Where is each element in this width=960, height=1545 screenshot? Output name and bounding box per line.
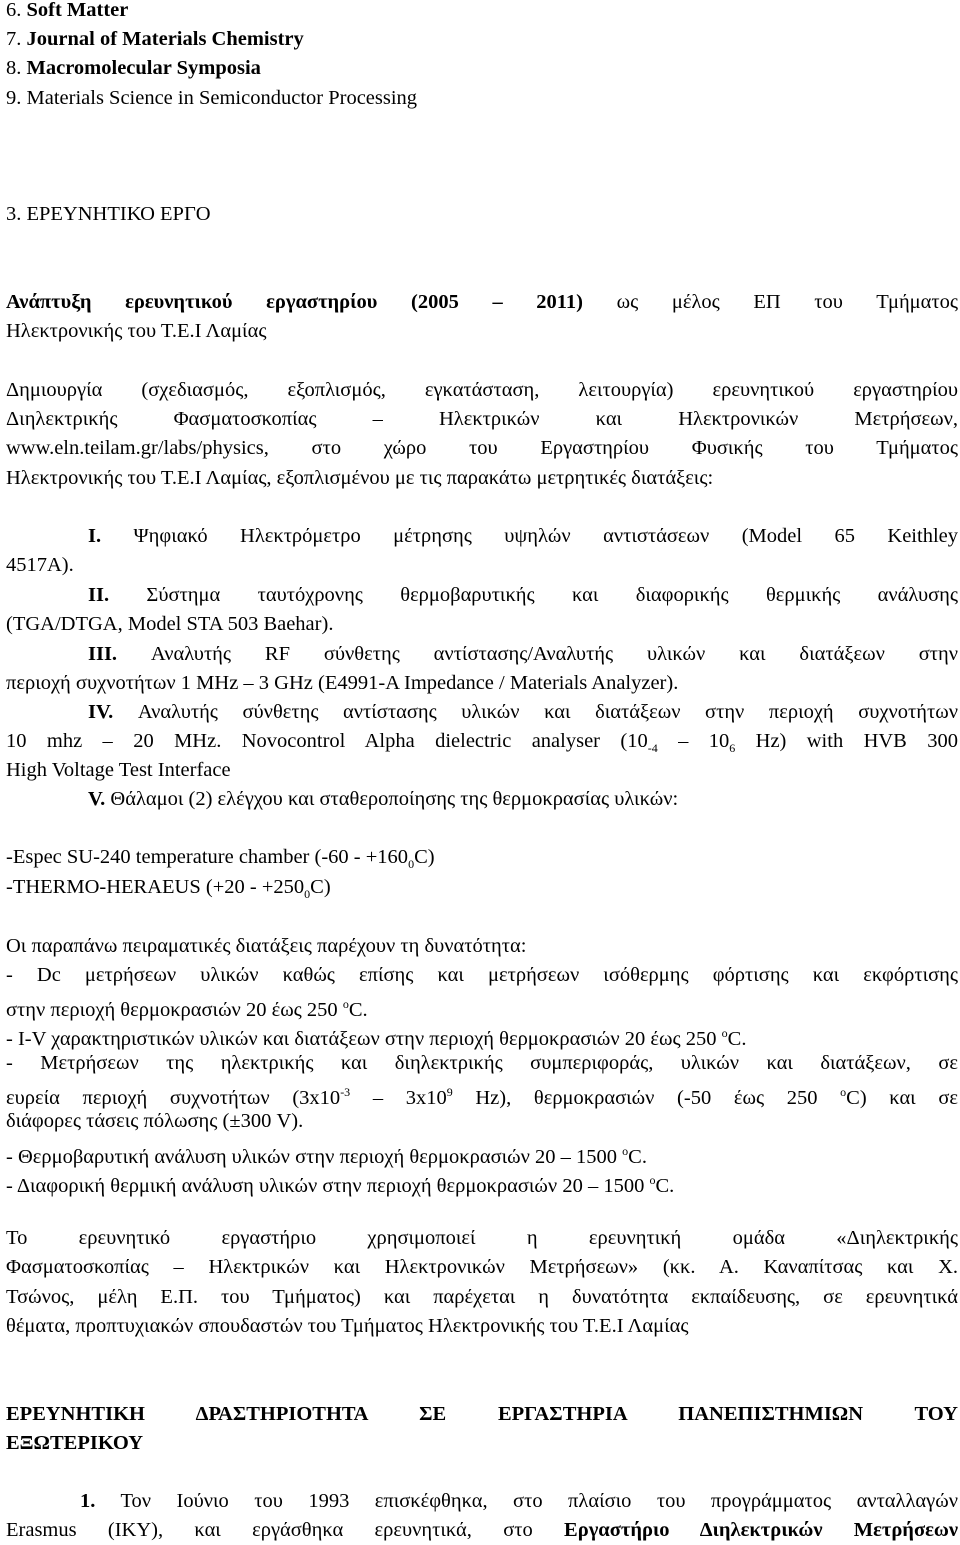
lab-heading: Ανάπτυξη ερευνητικού εργαστηρίου (2005 – 2011) ως μέλος ΕΠ του Τμήματος (6, 291, 959, 313)
section-title-cont: ΕΞΩΤΕΡΙΚΟΥ (6, 1432, 144, 1454)
equipment-item: IV. Αναλυτής σύνθετης αντίστασης υλικών και διατάξεων στην περιοχή συχνοτήτων (88, 701, 958, 723)
journal-title: Materials Science in Semiconductor Processing (26, 87, 418, 109)
foreign-paragraph: Erasmus (ΙΚΥ), και εργάσθηκα ερευνητικά, στο Εργαστήριο Διηλεκτρικών Μετρήσεων (6, 1519, 959, 1541)
equipment-item-cont: 4517A). (6, 554, 74, 576)
journal-item: 9. Materials Science in Semiconductor Processing (6, 87, 418, 109)
capability-item-cont: διάφορες τάσεις πόλωσης (±300 V). (6, 1110, 304, 1132)
equipment-item-cont: περιοχή συχνοτήτων 1 MHz – 3 GHz (E4991-A Impedance / Materials Analyzer). (6, 672, 679, 694)
section-title: 3. ΕΡΕΥΝΗΤΙΚΟ ΕΡΓΟ (6, 203, 211, 225)
capability-item: - Μετρήσεων της ηλεκτρικής και διηλεκτρικής συμπεριφοράς, υλικών και διατάξεων, σε (6, 1052, 958, 1074)
equipment-item: V. Θάλαμοι (2) ελέγχου και σταθεροποίησης της θερμοκρασίας υλικών: (88, 788, 679, 810)
lab-description: Ηλεκτρονικής του Τ.Ε.Ι Λαμίας, εξοπλισμένου με τις παρακάτω μετρητικές διατάξεις: (6, 467, 714, 489)
lab-heading-line2: Ηλεκτρονικής του Τ.Ε.Ι Λαμίας (6, 320, 267, 342)
journal-title: Soft Matter (26, 0, 129, 21)
capability-item: - I-V χαρακτηριστικών υλικών και διατάξεων στην περιοχή θερμοκρασιών 20 έως 250 $^o$C. (6, 1026, 747, 1050)
usage-paragraph: Το ερευνητικό εργαστήριο χρησιμοποιεί η ερευνητική ομάδα «Διηλεκτρικής (6, 1227, 958, 1249)
lab-description: Δημιουργία (σχεδιασμός, εξοπλισμός, εγκατάσταση, λειτουργία) ερευνητικού εργαστηρίου (6, 379, 958, 401)
capabilities-intro: Οι παραπάνω πειραματικές διατάξεις παρέχουν τη δυνατότητα: (6, 935, 527, 957)
equipment-item-cont: (TGA/DTGA, Model STA 503 Baehar). (6, 613, 334, 635)
usage-paragraph: Φασματοσκοπίας – Ηλεκτρικών και Ηλεκτρονικών Μετρήσεων» (κκ. Α. Καναπίτσας και Χ. (6, 1256, 958, 1278)
lab-description: Διηλεκτρικής Φασματοσκοπίας – Ηλεκτρικών και Ηλεκτρονικών Μετρήσεων, (6, 408, 958, 430)
capability-item: - Θερμοβαρυτική ανάλυση υλικών στην περιοχή θερμοκρασιών 20 – 1500 $^o$C. (6, 1144, 647, 1168)
journal-item: 7. Journal of Materials Chemistry (6, 28, 304, 50)
usage-paragraph: θέματα, προπτυχιακών σπουδαστών του Τμήματος Ηλεκτρονικής του Τ.Ε.Ι Λαμίας (6, 1315, 689, 1337)
journal-title: Macromolecular Symposia (26, 57, 261, 79)
equipment-item-cont: High Voltage Test Interface (6, 759, 231, 781)
capability-item-cont: στην περιοχή θερμοκρασιών 20 έως 250 $^o$C. (6, 997, 368, 1021)
lab-website-link[interactable]: www.eln.teilam.gr/labs/physics (6, 437, 264, 459)
capability-item: - Διαφορική θερμική ανάλυση υλικών στην περιοχή θερμοκρασιών 20 – 1500 $^o$C. (6, 1173, 675, 1197)
journal-title: Journal of Materials Chemistry (26, 28, 304, 50)
section-title: ΕΡΕΥΝΗΤΙΚΗ ΔΡΑΣΤΗΡΙΟΤΗΤΑ ΣΕ ΕΡΓΑΣΤΗΡΙΑ ΠΑΝΕΠΙΣΤΗΜΙΩΝ ΤΟΥ (6, 1403, 958, 1425)
equipment-item: I. Ψηφιακό Ηλεκτρόμετρο μέτρησης υψηλών αντιστάσεων (Model 65 Keithley (88, 525, 958, 547)
foreign-paragraph: 1. Τον Ιούνιο του 1993 επισκέφθηκα, στο πλαίσιο του προγράμματος ανταλλαγών (80, 1490, 958, 1512)
equipment-item: II. Σύστημα ταυτόχρονης θερμοβαρυτικής και διαφορικής θερμικής ανάλυσης (88, 584, 958, 606)
capability-item: - Dc μετρήσεων υλικών καθώς επίσης και μετρήσεων ισόθερμης φόρτισης και εκφόρτισης (6, 964, 958, 986)
equipment-item: III. Αναλυτής RF σύνθετης αντίστασης/Αναλυτής υλικών και διατάξεων στην (88, 643, 958, 665)
journal-item: 8. Macromolecular Symposia (6, 57, 261, 79)
chamber-item: -THERMO-HERAEUS $(+20 - +250_0C)$ (6, 876, 331, 902)
lab-description: www.eln.teilam.gr/labs/physics, στο χώρο του Εργαστηρίου Φυσικής του Τμήματος (6, 437, 958, 459)
equipment-item-cont: 10 mhz – 20 MHz. Novocontrol Alpha dielectric analyser ($10_{-4} - 10_6$ Hz) with HVB 300 (6, 730, 958, 756)
journal-item: 6. Soft Matter (6, 0, 129, 21)
chamber-item: -Espec SU-240 temperature chamber $(-60 - +160_0C)$ (6, 846, 435, 872)
usage-paragraph: Τσώνος, μέλη Ε.Π. του Τμήματος) και παρέχεται η δυνατότητα εκπαίδευσης, σε ερευνητικά (6, 1286, 958, 1308)
capability-item-cont: ευρεία περιοχή συχνοτήτων ($3x10^{-3} - 3x10^9$ Hz), θερμοκρασιών (-50 έως 250 $^o$C) και σε (6, 1085, 959, 1109)
